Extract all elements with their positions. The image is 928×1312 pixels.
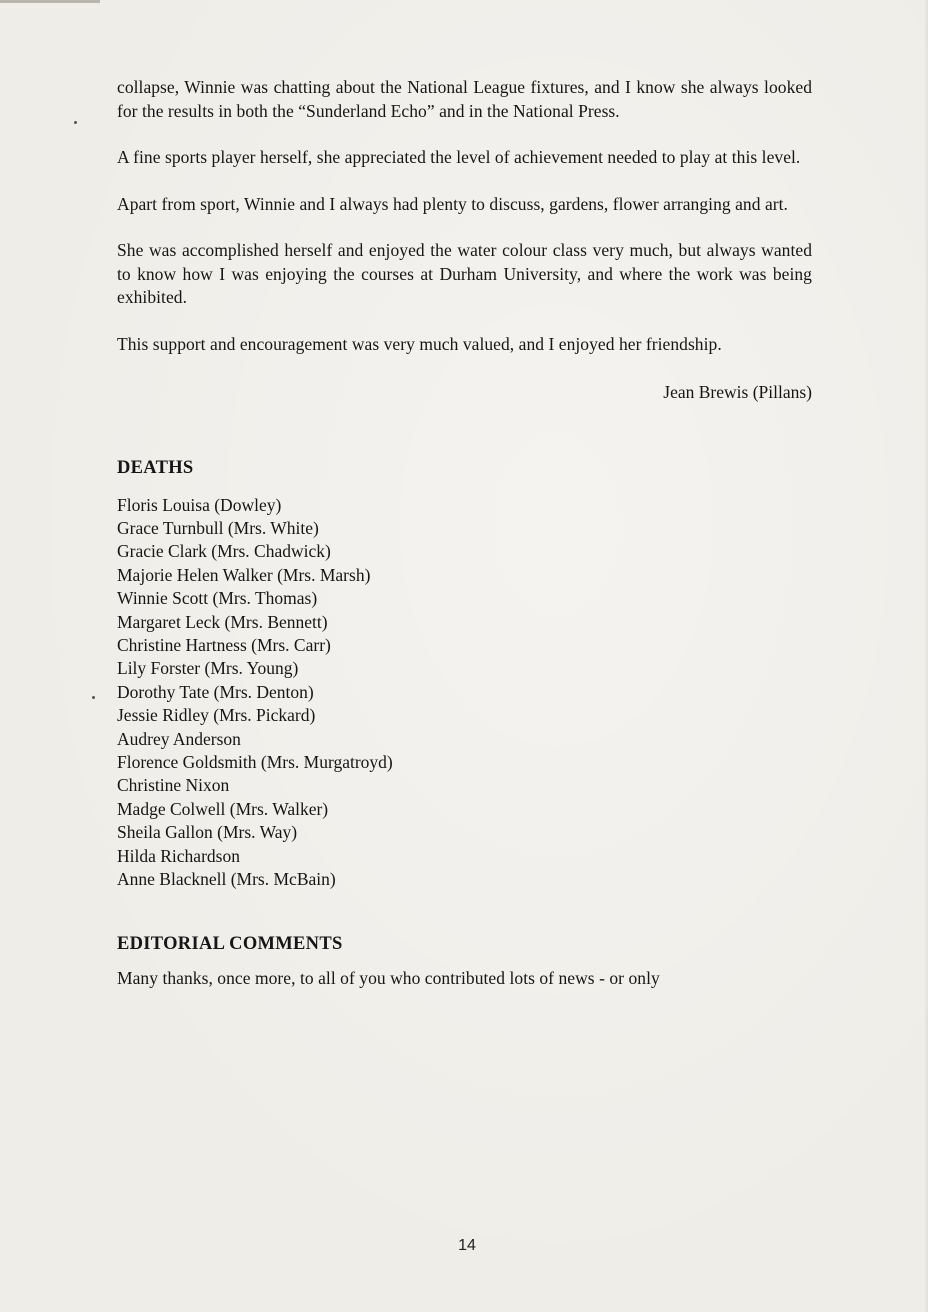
paragraph: This support and encouragement was very much valued, and I enjoyed her friendship. — [117, 333, 722, 354]
scan-speck — [92, 696, 95, 699]
list-item: Floris Louisa (Dowley) — [117, 494, 282, 515]
list-item: Lily Forster (Mrs. Young) — [117, 658, 299, 679]
list-item: Grace Turnbull (Mrs. White) — [117, 517, 319, 538]
list-item: Audrey Anderson — [117, 728, 241, 749]
list-item: Florence Goldsmith (Mrs. Murgatroyd) — [117, 751, 393, 772]
paragraph: Apart from sport, Winnie and I always had plenty to discuss, gardens, flower arranging and art. — [117, 193, 788, 214]
author-signoff: Jean Brewis (Pillans) — [663, 382, 812, 402]
scan-edge-mark — [0, 0, 100, 3]
list-item: Winnie Scott (Mrs. Thomas) — [117, 588, 318, 609]
list-item: Dorothy Tate (Mrs. Denton) — [117, 681, 314, 702]
list-item: Sheila Gallon (Mrs. Way) — [117, 822, 298, 843]
list-item: Margaret Leck (Mrs. Bennett) — [117, 611, 328, 632]
paragraph: collapse, Winnie was chatting about the National League fixtures, and I know she always looked for the results in both the “Sunderland Echo” and in the National Press. — [117, 77, 812, 121]
list-item: Hilda Richardson — [117, 845, 240, 866]
paragraph: She was accomplished herself and enjoyed the water colour class very much, but always wanted to know how I was enjoying the courses at Durham University, and where the work was being exhibited. — [117, 240, 812, 307]
paragraph: A fine sports player herself, she appreciated the level of achievement needed to play at this level. — [117, 147, 801, 167]
page-number: 14 — [458, 1237, 476, 1254]
page-content — [117, 76, 812, 991]
scan-speck — [74, 121, 77, 124]
list-item: Christine Nixon — [117, 775, 230, 796]
list-item: Christine Hartness (Mrs. Carr) — [117, 634, 331, 655]
list-item: Majorie Helen Walker (Mrs. Marsh) — [117, 564, 371, 585]
list-item: Madge Colwell (Mrs. Walker) — [117, 798, 329, 819]
list-item: Anne Blacknell (Mrs. McBain) — [117, 869, 336, 889]
list-item: Jessie Ridley (Mrs. Pickard) — [117, 705, 316, 726]
deaths-list — [117, 494, 812, 892]
editorial-text: Many thanks, once more, to all of you who contributed lots of news - or only — [117, 968, 660, 989]
editorial-heading: EDITORIAL COMMENTS — [117, 934, 343, 955]
deaths-heading: DEATHS — [117, 457, 194, 478]
list-item: Gracie Clark (Mrs. Chadwick) — [117, 541, 331, 562]
page-edge-shadow — [924, 0, 928, 1312]
